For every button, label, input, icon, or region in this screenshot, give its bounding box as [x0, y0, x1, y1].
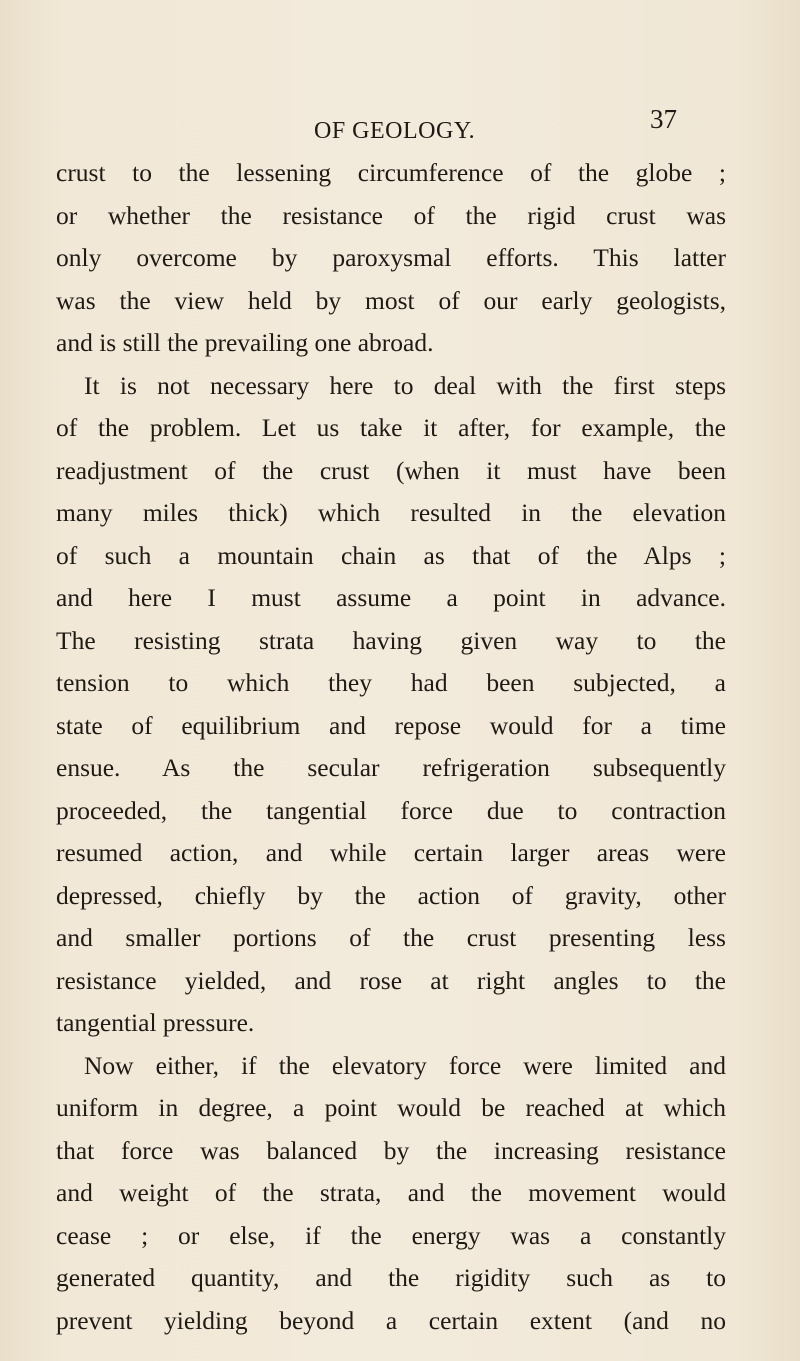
text-line: tension to which they had been subjected, a [56, 668, 726, 697]
text-line: proceeded, the tangential force due to contraction [56, 795, 726, 825]
text-line: state of equilibrium and repose would for a time [56, 710, 726, 740]
text-line: that force was balanced by the increasing resistance [56, 1135, 726, 1165]
text-line: of such a mountain chain as that of the Alps ; [56, 540, 726, 570]
text-line: resumed action, and while certain larger areas were [56, 838, 726, 867]
body-text [56, 152, 726, 1342]
text-line: cease ; or else, if the energy was a constantly [56, 1220, 726, 1250]
text-line: and smaller portions of the crust presenting less [56, 923, 726, 952]
text-line: prevent yielding beyond a certain extent (and no [56, 1305, 726, 1335]
text-line: only overcome by paroxysmal efforts. This latter [56, 243, 726, 272]
text-line: and weight of the strata, and the movement would [56, 1178, 726, 1207]
page-number: 37 [650, 104, 677, 134]
text-line: generated quantity, and the rigidity such as to [56, 1263, 726, 1292]
text-line: and here I must assume a point in advance. [56, 583, 726, 612]
text-line: many miles thick) which resulted in the elevation [56, 498, 726, 527]
text-line: uniform in degree, a point would be reached at which [56, 1093, 726, 1122]
text-line: ensue. As the secular refrigeration subsequently [56, 753, 726, 782]
paragraph-start-line: It is not necessary here to deal with the first steps [84, 370, 726, 400]
text-line: depressed, chiefly by the action of gravity, other [56, 880, 726, 910]
text-line: readjustment of the crust (when it must have been [56, 455, 726, 485]
text-line: The resisting strata having given way to the [56, 625, 726, 655]
text-line: resistance yielded, and rose at right angles to the [56, 965, 726, 995]
text-line: or whether the resistance of the rigid crust was [56, 200, 726, 230]
text-line: of the problem. Let us take it after, for example, the [56, 413, 726, 442]
text-line: crust to the lessening circumference of the globe ; [56, 158, 726, 187]
paragraph-start-line: Now either, if the elevatory force were limited and [84, 1050, 726, 1080]
paragraph-end-line: and is still the prevailing one abroad. [56, 328, 434, 357]
running-head [0, 104, 800, 144]
paragraph-end-line: tangential pressure. [56, 1008, 255, 1037]
running-title: OF GEOLOGY. [314, 118, 476, 144]
text-line: was the view held by most of our early geologists, [56, 285, 726, 315]
